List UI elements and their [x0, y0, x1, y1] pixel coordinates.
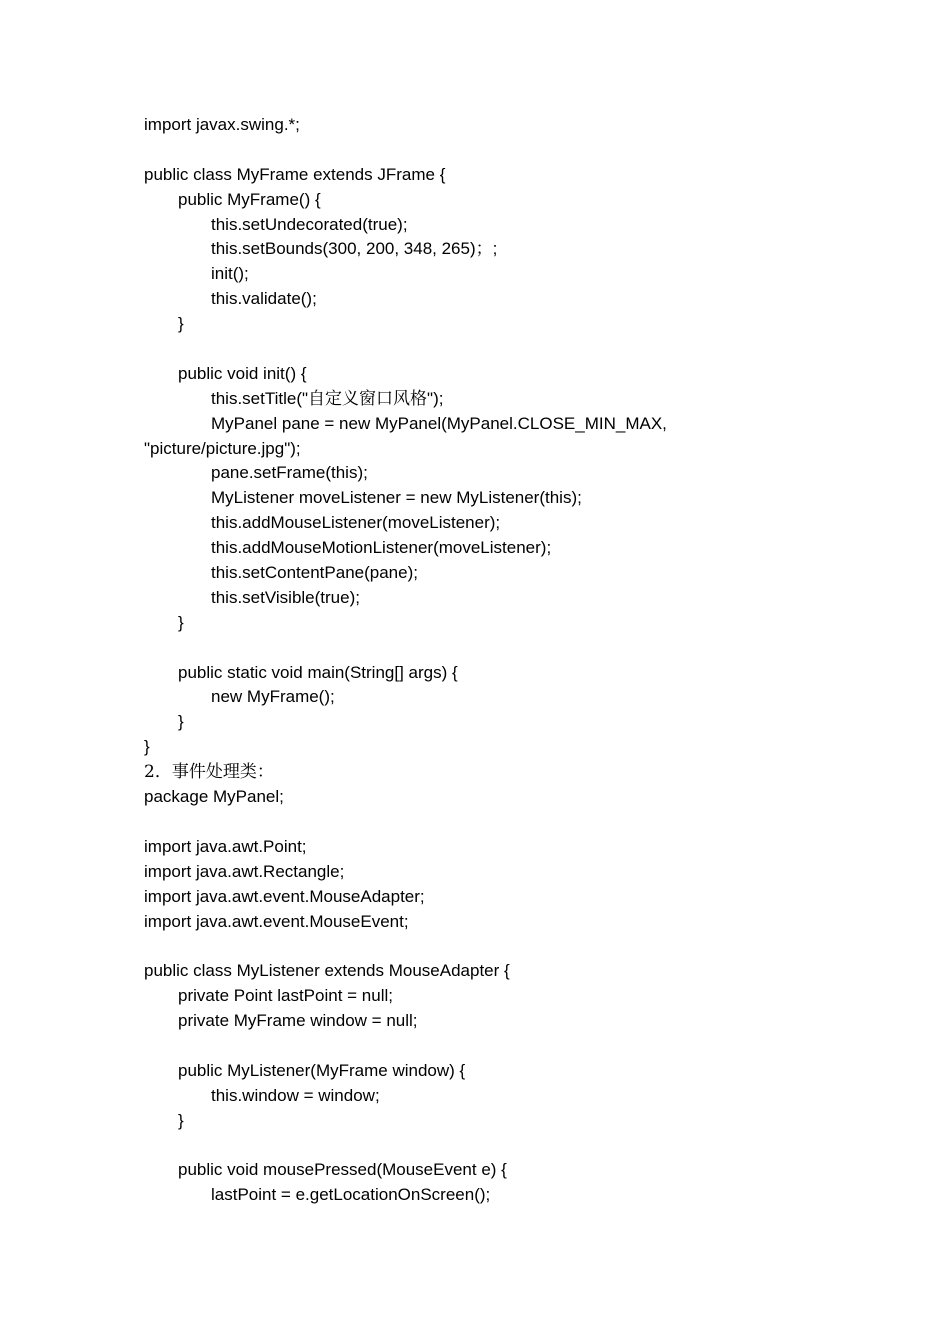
blank-line [144, 1134, 904, 1159]
code-line: public void mousePressed(MouseEvent e) { [178, 1160, 507, 1180]
code-line: public static void main(String[] args) { [178, 662, 458, 682]
code-line: this.setBounds(300, 200, 348, 265)；; [211, 239, 498, 259]
code-line: public MyListener(MyFrame window) { [178, 1060, 466, 1080]
code-line: this.window = window; [211, 1085, 380, 1105]
code-line: this.setTitle("自定义窗口风格"); [211, 388, 444, 408]
code-listing [144, 113, 904, 1208]
blank-line [144, 810, 904, 835]
code-line: public class MyListener extends MouseAdapter { [144, 961, 510, 981]
code-line: } [178, 612, 184, 632]
code-line: } [178, 712, 184, 732]
code-line: import java.awt.event.MouseEvent; [144, 911, 409, 931]
blank-line [144, 1034, 904, 1059]
code-line: package MyPanel; [144, 787, 284, 807]
code-line: this.setVisible(true); [211, 587, 360, 607]
code-line: this.validate(); [211, 289, 317, 309]
code-line: this.addMouseMotionListener(moveListener); [211, 538, 552, 558]
code-line: MyPanel pane = new MyPanel(MyPanel.CLOSE_MIN_MAX, [211, 413, 667, 433]
code-line: new MyFrame(); [211, 687, 335, 707]
code-line: } [178, 1110, 184, 1130]
code-line: } [178, 314, 184, 334]
blank-line [144, 138, 904, 163]
code-line: private Point lastPoint = null; [178, 986, 393, 1006]
code-line: pane.setFrame(this); [211, 463, 368, 483]
code-line: public class MyFrame extends JFrame { [144, 164, 446, 184]
code-line: import java.awt.Rectangle; [144, 861, 345, 881]
code-line: "picture/picture.jpg"); [144, 438, 301, 458]
code-line: public MyFrame() { [178, 189, 321, 209]
code-line: init(); [211, 264, 249, 284]
code-line: import java.awt.event.MouseAdapter; [144, 886, 425, 906]
code-line: this.addMouseListener(moveListener); [211, 513, 501, 533]
section-heading: 2．事件处理类： [144, 762, 274, 783]
code-line: this.setUndecorated(true); [211, 214, 408, 234]
code-line: public void init() { [178, 363, 307, 383]
code-line: MyListener moveListener = new MyListener(this); [211, 488, 582, 508]
code-line: private MyFrame window = null; [178, 1011, 418, 1031]
code-line: lastPoint = e.getLocationOnScreen(); [211, 1185, 491, 1205]
code-line: } [144, 737, 150, 757]
blank-line [144, 636, 904, 661]
code-line: import javax.swing.*; [144, 115, 300, 134]
blank-line [144, 934, 904, 959]
code-line: import java.awt.Point; [144, 836, 307, 856]
blank-line [144, 337, 904, 362]
code-line: this.setContentPane(pane); [211, 563, 418, 583]
